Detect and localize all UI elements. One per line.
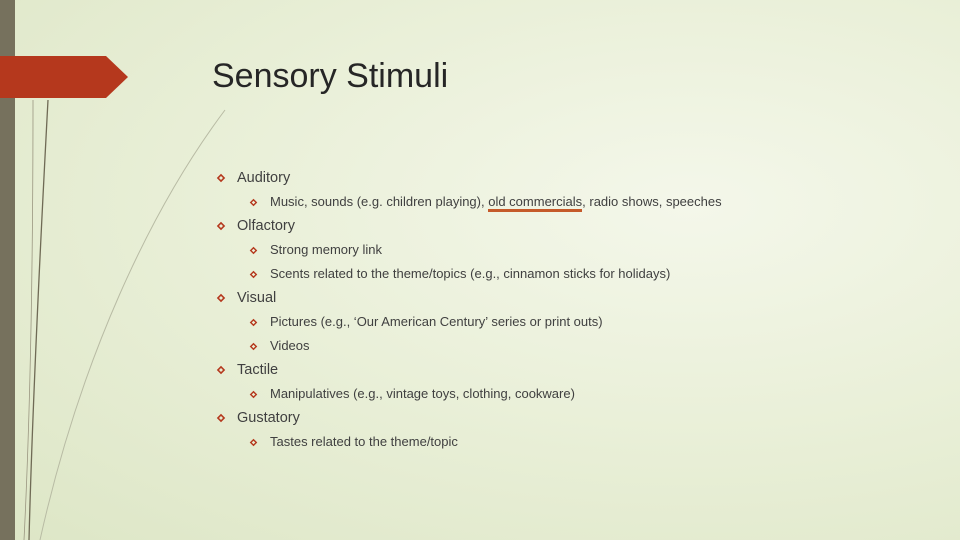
sub-item <box>214 262 934 286</box>
sub-item-text: Videos <box>270 338 310 353</box>
item-label: Tactile <box>237 362 279 378</box>
sub-item-text: Music, sounds (e.g. children playing), old commercials, radio shows, speeches <box>270 190 722 214</box>
highlighted-text: old commercials <box>488 194 582 212</box>
diamond-bullet-icon <box>249 246 258 255</box>
bullet-list <box>214 166 934 454</box>
sub-item-text: Strong memory link <box>270 242 382 257</box>
sub-item-text: Tastes related to the theme/topic <box>270 434 458 449</box>
sub-item <box>214 190 934 214</box>
diamond-bullet-icon <box>216 413 226 423</box>
sub-item-text: Pictures (e.g., ‘Our American Century’ series or print outs) <box>270 314 603 329</box>
diamond-bullet-icon <box>249 342 258 351</box>
item-label: Visual <box>237 290 277 306</box>
title-accent-arrow <box>0 56 128 98</box>
sub-item <box>214 382 934 406</box>
diamond-bullet-icon <box>249 438 258 447</box>
list-item-visual <box>214 286 934 310</box>
sub-item <box>214 238 934 262</box>
item-label: Auditory <box>237 170 291 186</box>
list-item-olfactory <box>214 214 934 238</box>
list-item-gustatory <box>214 406 934 430</box>
sub-item <box>214 430 934 454</box>
sub-item <box>214 334 934 358</box>
diamond-bullet-icon <box>216 221 226 231</box>
diamond-bullet-icon <box>249 198 258 207</box>
sub-item-text: Manipulatives (e.g., vintage toys, clothing, cookware) <box>270 386 575 401</box>
slide-title: Sensory Stimuli <box>212 57 449 95</box>
sub-item <box>214 310 934 334</box>
diamond-bullet-icon <box>249 318 258 327</box>
diamond-bullet-icon <box>216 293 226 303</box>
item-label: Olfactory <box>237 218 296 234</box>
sub-item-text: Scents related to the theme/topics (e.g., cinnamon sticks for holidays) <box>270 266 671 281</box>
list-item-auditory <box>214 166 934 190</box>
list-item-tactile <box>214 358 934 382</box>
diamond-bullet-icon <box>216 365 226 375</box>
diamond-bullet-icon <box>249 390 258 399</box>
item-label: Gustatory <box>237 410 300 426</box>
diamond-bullet-icon <box>216 173 226 183</box>
diamond-bullet-icon <box>249 270 258 279</box>
